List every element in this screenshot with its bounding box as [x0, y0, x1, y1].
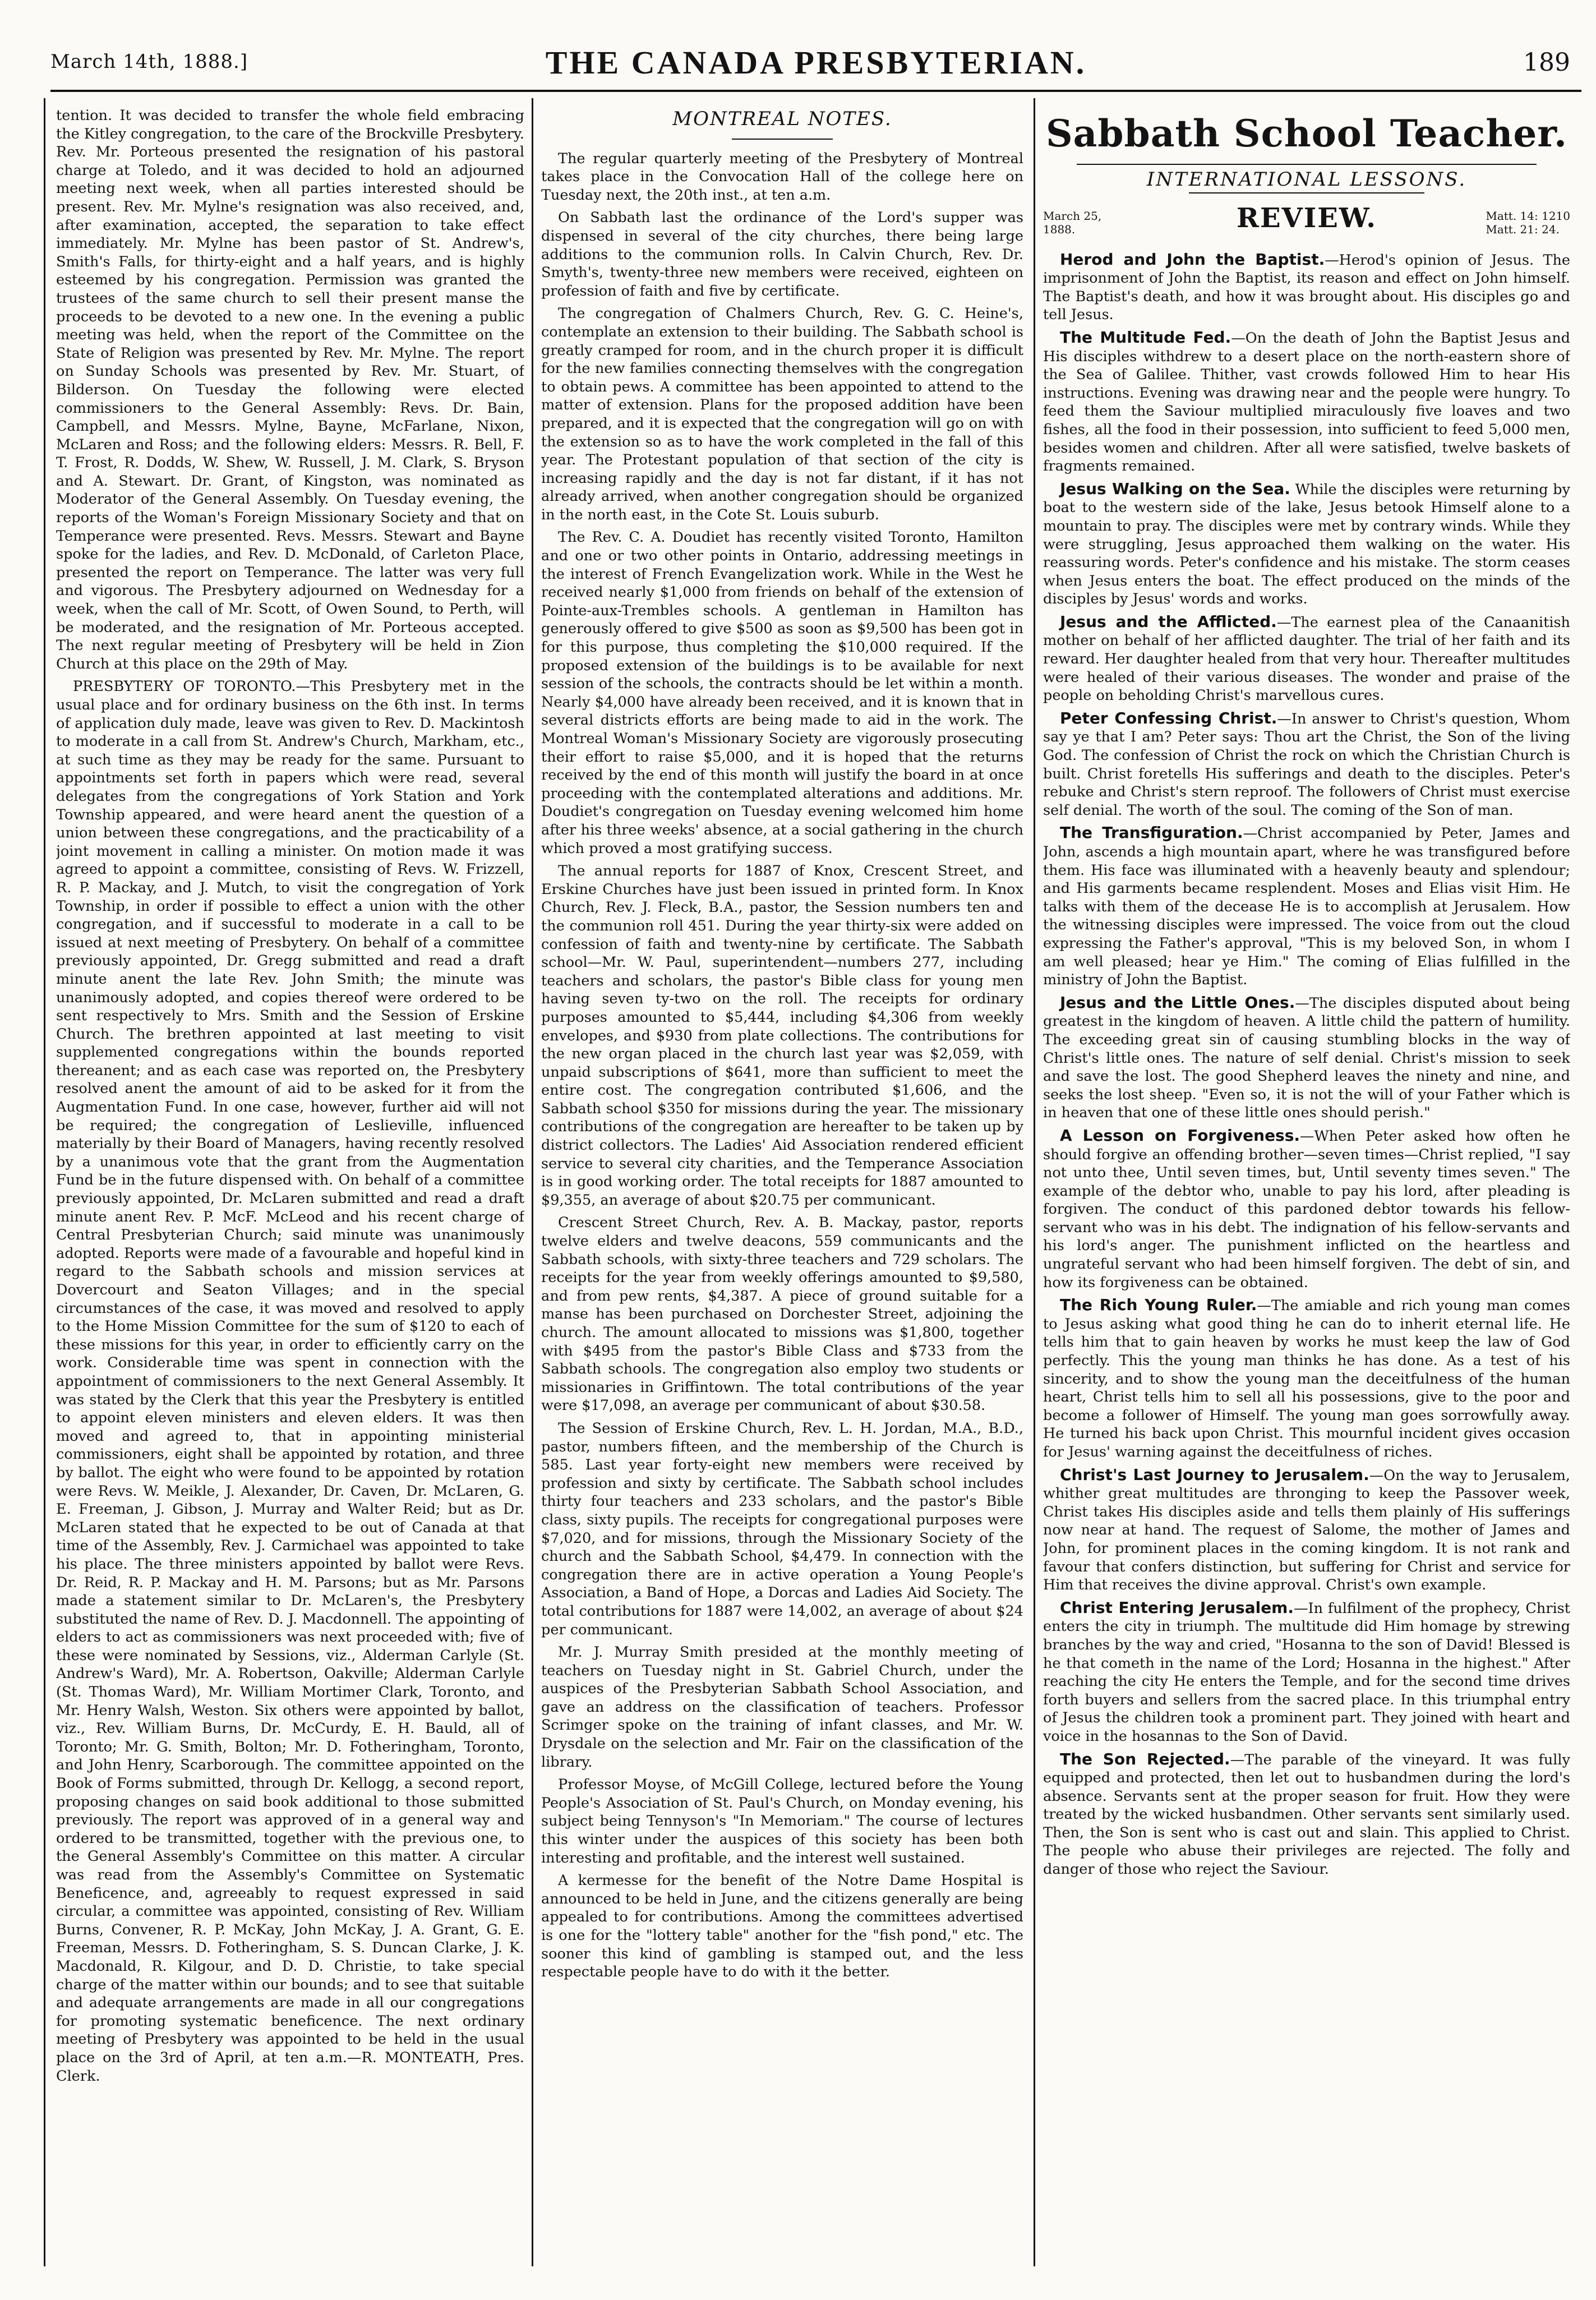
- article-paragraph: Professor Moyse, of McGill College, lectured before the Young People's Association of St. Paul's Church, on Monday evening, his subject being Tennyson's "In Memoriam." The course of lectures this winter under the auspices of this society has been both interesting and profitable, and the interest well sustained.: [541, 1776, 1023, 1866]
- lesson-title: Christ Entering Jerusalem.: [1060, 1598, 1294, 1617]
- subheading-rule: [1189, 192, 1424, 193]
- lesson-body: —The parable of the vineyard. It was fully equipped and protected, then let out to husbandmen during the lord's absence. Servants sent at the proper season for fruit. How they were treated by the wicked husbandmen. Other servants sent similarly used. Then, the Son is sent who is cast out and slain. This applied to Christ. The people who abuse their privileges are rejected. The folly and danger of those who reject the Saviour.: [1043, 1751, 1570, 1878]
- article-paragraph: Crescent Street Church, Rev. A. B. Mackay, pastor, reports twelve elders and twelve deacons, 559 communicants and the Sabbath schools, with sixty-three teachers and 729 scholars. The receipts for the year from weekly offerings amounted to $9,580, and from pew rents, $4,387. A piece of ground suitable for a manse has been purchased on Dorchester Street, adjoining the church. The amount allocated to missions was $1,800, together with $495 from the pastor's Bible Class and $733 from the Sabbath schools. The congregation also employ two students or missionaries in Griffintown. The total contributions of the year were $17,098, an average per communicant of about $30.58.: [541, 1214, 1023, 1414]
- section-title: MONTREAL NOTES.: [672, 108, 892, 130]
- lesson-title: Jesus and the Little Ones.: [1060, 993, 1295, 1012]
- masthead-rule: [50, 90, 1581, 92]
- lesson-body: —In fulfilment of the prophecy, Christ enters the city in triumph. The multitude did Him homage by strewing branches by the way and cried, "Hosanna to the son of David! Blessed is he that cometh in the name of the Lord; Hosanna in the highest." After reaching the city He enters the Temple, and for the second time drives forth buyers and sellers from the sacred place. In this triumphal entry of Jesus the children took a prominent part. They joined with heart and voice in the hosannas to the Son of David.: [1043, 1600, 1570, 1745]
- lesson-entry: [1043, 480, 1570, 609]
- lesson-title: Herod and John the Baptist.: [1060, 250, 1325, 269]
- lesson-body: —The amiable and rich young man comes to Jesus asking what good thing he can do to inherit eternal life. He tells him that to gain heaven by works he must keep the law of God perfectly. This the young man thinks he has done. As a test of his sincerity, and to show the young man the deceitfulness of the human heart, Christ tells him to sell all his possessions, give to the poor and become a follower of Himself. The young man goes sorrowfully away. He turned his back upon Christ. This mournful incident gives occasion for Jesus' warning against the deceitfulness of riches.: [1043, 1297, 1570, 1460]
- review-title: REVIEW.: [1237, 202, 1377, 234]
- lesson-body: —On the death of John the Baptist Jesus and His disciples withdrew to a desert place on the north-eastern shore of the Sea of Galilee. Thither, vast crowds followed Him to hear His instructions. Evening was drawing near and the people were hungry. To feed them the Saviour multiplied miraculously five loaves and two fishes, all the food in their possession, into sufficient to feed 5,000 men, besides women and children. After all were satisfied, twelve baskets of fragments remained.: [1043, 329, 1570, 475]
- lesson-entry: [1043, 1127, 1570, 1292]
- lesson-title: Jesus Walking on the Sea.: [1060, 479, 1290, 498]
- lesson-entry: [1043, 994, 1570, 1122]
- lesson-entry: [1043, 1296, 1570, 1461]
- lesson-body: —In answer to Christ's question, Whom say ye that I am? Peter says: Thou art the Christ, the Son of the living God. The confession of Christ the rock on which the Christian Church is built. Christ foretells His sufferings and death to the disciples. Peter's rebuke and Christ's stern reproof. The followers of Christ must exercise self denial. The worth of the soul. The coming of the Son of man.: [1043, 710, 1570, 819]
- review-header: [1043, 202, 1570, 245]
- lesson-entry: [1043, 709, 1570, 820]
- article-paragraph: The annual reports for 1887 of Knox, Crescent Street, and Erskine Churches have just been issued in printed form. In Knox Church, Rev. J. Fleck, B.A., pastor, the Session numbers ten and the communion roll 451. During the year thirty-six were added on confession of faith and twenty-nine by certificate. The Sabbath school—Mr. W. Paul, superintendent—numbers 277, including teachers and scholars, the pastor's Bible class for young men having seven ty-two on the roll. The receipts for ordinary purposes amounted to $5,444, including $4,306 from weekly envelopes, and $930 from plate collections. The contributions for the new organ placed in the church last year was $2,059, with unpaid subscriptions of $641, more than sufficient to meet the entire cost. The congregation contributed $1,606, and the Sabbath school $350 for missions during the year. The missionary contributions of the congregation are hereafter to be taken up by district collectors. The Ladies' Aid Association rendered efficient service to several city charities, and the Temperance Association is in good working order. The total receipts for 1887 amounted to $9,355, an average of about $20.75 per communicant.: [541, 863, 1023, 1209]
- heading-rule: [1077, 164, 1537, 165]
- masthead: [50, 17, 1581, 95]
- review-reference-line: Matt. 14: 1210: [1486, 209, 1570, 223]
- lesson-title: The Transfiguration.: [1060, 823, 1243, 842]
- lesson-title: The Rich Young Ruler.: [1060, 1296, 1257, 1315]
- article-paragraph: The Session of Erskine Church, Rev. L. H. Jordan, M.A., B.D., pastor, numbers fifteen, and the membership of the Church is 585. Last year forty-eight new members were received by profession and sixty by certificate. The Sabbath school includes thirty four teachers and 233 scholars, and the pastor's Bible class, sixty pupils. The receipts for congregational purposes were $7,020, and for missions, through the Missionary Society of the church and the Sabbath School, $4,479. In connection with the congregation there are in active operation a Young People's Association, a Band of Hope, a Dorcas and Ladies Aid Society. The total contributions for 1887 were 14,002, an average of about $24 per communicant.: [541, 1419, 1023, 1638]
- column-divider-1: [532, 98, 533, 2266]
- lesson-title: Peter Confessing Christ.: [1060, 708, 1277, 727]
- lesson-title: A Lesson on Forgiveness.: [1060, 1126, 1300, 1145]
- lesson-title: Jesus and the Afflicted.: [1060, 612, 1277, 631]
- review-reference-line: Matt. 21: 24.: [1486, 222, 1560, 236]
- lesson-entry: [1043, 824, 1570, 989]
- review-date-line: 1888.: [1043, 222, 1076, 236]
- lesson-body: —When Peter asked how often he should forgive an offending brother—seven times—Christ replied, "I say not unto thee, Until seven times, but, Until seventy times seven." The example of the debtor who, unable to pay his lord, after pleading is forgiven. The conduct of this pardoned debtor towards his fellow-servant who was in his debt. The indignation of his fellow-servants and his lord's anger. The punishment inflicted on the heartless and ungrateful servant who had been himself forgiven. The debt of sin, and how its forgiveness can be obtained.: [1043, 1127, 1570, 1291]
- left-border-rule: [44, 98, 45, 2266]
- lesson-entry: [1043, 329, 1570, 476]
- column-presbytery-reports: [56, 107, 524, 2283]
- lesson-title: The Multitude Fed.: [1060, 328, 1231, 347]
- review-date-line: March 25,: [1043, 209, 1102, 223]
- section-rule: [732, 139, 833, 140]
- lesson-entry: [1043, 251, 1570, 324]
- newspaper-title: THE CANADA PRESBYTERIAN.: [545, 44, 1087, 81]
- issue-date: March 14th, 1888.]: [50, 50, 248, 73]
- article-paragraph: tention. It was decided to transfer the whole field embracing the Kitley congregation, to the care of the Brockville Presbytery. Rev. Mr. Porteous presented the resignation of his pastoral charge at Toledo, and it was decided to hold an adjourned meeting next week, when all parties interested should be present. Rev. Mr. Mylne's resignation was also received, and, after examination, accepted, the separation to take effect immediately. Mr. Mylne has been pastor of St. Andrew's, Smith's Falls, for thirty-eight and a half years, and is highly esteemed by his congregation. Permission was granted the trustees of the same church to sell their present manse the proceeds to be devoted to a new one. In the evening a public meeting was held, when the report of the Committee on the State of Religion was presented by Rev. Mr. Mylne. The report on Sunday Schools was presented by Rev. Mr. Stuart, of Bilderson. On Tuesday the following were elected commissioners to the General Assembly: Revs. Dr. Bain, Campbell, and Messrs. Mylne, Bayne, McFarlane, Nixon, McLaren and Ross; and the following elders: Messrs. R. Bell, F. T. Frost, R. Dodds, W. Shew, W. Russell, J. M. Clark, S. Bryson and A. Stewart. Dr. Grant, of Kingston, was nominated as Moderator of the General Assembly. On Tuesday evening, the reports of the Woman's Foreign Missionary Society and that on Temperance were presented. Revs. Messrs. Stewart and Bayne spoke for the ladies, and Rev. D. McDonald, of Carleton Place, presented the report on Temperance. The latter was very full and vigorous. The Presbytery adjourned on Wednesday for a week, when the call of Mr. Scott, of Owen Sound, to Perth, will be moderated, and the resignation of Mr. Porteous accepted. The next regular meeting of Presbytery will be held in Zion Church at this place on the 29th of May.: [56, 107, 524, 672]
- article-paragraph: The congregation of Chalmers Church, Rev. G. C. Heine's, contemplate an extension to their building. The Sabbath school is greatly cramped for room, and in the church proper it is difficult for the new families connecting themselves with the congregation to obtain pews. A committee has been appointed to attend to the matter of extension. Plans for the proposed addition have been prepared, and it is expected that the congregation will go on with the extension so as to have the work completed in the fall of this year. The Protestant population of that section of the city is increasing rapidly and the day is not far distant, if it has not already arrived, when another congregation should be organized in the north east, in the Cote St. Louis suburb.: [541, 305, 1023, 523]
- lesson-title: Christ's Last Journey to Jerusalem.: [1060, 1465, 1369, 1484]
- article-paragraph: The regular quarterly meeting of the Presbytery of Montreal takes place in the Convocation Hall of the college here on Tuesday next, the 20th inst., at ten a.m.: [541, 150, 1023, 204]
- column-divider-2: [1034, 98, 1035, 2266]
- lesson-entry: [1043, 1599, 1570, 1746]
- article-paragraph: On Sabbath last the ordinance of the Lord's supper was dispensed in several of the city churches, there being large additions to the communion rolls. In Calvin Church, Rev. Dr. Smyth's, twenty-three new members were received, eighteen on profession of faith and five by certificate.: [541, 209, 1023, 299]
- column-sabbath-school: [1043, 107, 1570, 2283]
- lesson-body: —Herod's opinion of Jesus. The imprisonment of John the Baptist, its reason and effect on John himself. The Baptist's death, and how it was brought about. His disciples go and tell Jesus.: [1043, 251, 1570, 324]
- review-reference: [1486, 209, 1570, 236]
- lesson-body: —Christ accompanied by Peter, James and John, ascends a high mountain apart, where he was transfigured before them. His face was illuminated with a heavenly beauty and splendour; and His garments became resplendent. Moses and Elias visit Him. He talks with them of the decease He is to accomplish at Jerusalem. How the witnessing disciples were impressed. The voice from out the cloud expressing the Father's approval, "This is my beloved Son, in whom I am well pleased; hear ye Him." The coming of Elias fulfilled in the ministry of John the Baptist.: [1043, 825, 1570, 989]
- article-paragraph: Mr. J. Murray Smith presided at the monthly meeting of teachers on Tuesday night in St. Gabriel Church, under the auspices of the Presbyterian Sabbath School Association, and gave an address on the classification of teachers. Professor Scrimger spoke on the training of infant classes, and Mr. W. Drysdale on the selection and Mr. Fair on the classification of the library.: [541, 1644, 1023, 1771]
- article-paragraph: The Rev. C. A. Doudiet has recently visited Toronto, Hamilton and one or two other points in Ontario, addressing meetings in the interest of French Evangelization work. While in the West he received nearly $1,000 from friends on behalf of the extension of Pointe-aux-Trembles schools. A gentleman in Hamilton has generously offered to give $500 as soon as $9,500 has been got in for this purpose, thus completing the $10,000 required. If the proposed extension of the buildings is to be available for next session of the schools, the contracts should be let within a month. Nearly $4,000 have already been received, and it is known that in several districts efforts are being made to aid in the work. The Montreal Woman's Missionary Society are vigorously prosecuting their effort to raise $5,000, and it is hoped that the returns received by the end of this month will justify the board in at once proceeding with the contemplated alterations and additions. Mr. Doudiet's congregation on Tuesday evening welcomed him home after his three weeks' absence, at a social gathering in the church which proved a most gratifying success.: [541, 529, 1023, 857]
- lesson-entry: [1043, 613, 1570, 705]
- lesson-entry: [1043, 1750, 1570, 1879]
- section-subheading: INTERNATIONAL LESSONS.: [1146, 168, 1467, 191]
- page-number: 189: [1523, 48, 1570, 77]
- lesson-body: While the disciples were returning by boat to the western side of the lake, Jesus betook Himself alone to a mountain to pray. The disciples were met by contrary winds. While they were struggling, Jesus approached them walking on the water. His reassuring words. Peter's confidence and his mistake. The storm ceases when Jesus enters the boat. The effect produced on the minds of the disciples by Jesus' words and works.: [1043, 481, 1570, 608]
- column-montreal-notes: [541, 107, 1023, 2283]
- lesson-title: The Son Rejected.: [1060, 1749, 1230, 1768]
- section-heading: Sabbath School Teacher.: [1045, 112, 1568, 155]
- article-paragraph: A kermesse for the benefit of the Notre Dame Hospital is announced to be held in June, and the citizens generally are being appealed to for contributions. Among the committees advertised is one for the "lottery table" another for the "fish pond," etc. The sooner this kind of gambling is stamped out, and the less respectable people have to do with it the better.: [541, 1872, 1023, 1981]
- lesson-body: —The disciples disputed about being greatest in the kingdom of heaven. A little child the pattern of humility. The exceeding great sin of causing stumbling blocks in the way of Christ's little ones. The nature of self denial. Christ's mission to seek and save the lost. The good Shepherd leaves the ninety and nine, and seeks the lost sheep. "Even so, it is not the will of your Father which is in heaven that one of these little ones should perish.": [1043, 994, 1570, 1122]
- lesson-entry: [1043, 1466, 1570, 1594]
- lesson-body: —The earnest plea of the Canaanitish mother on behalf of her afflicted daughter. The trial of her faith and its reward. Her daughter healed from that very hour. Thereafter multitudes were healed of their various diseases. The wonder and praise of the people on beholding Christ's marvellous cures.: [1043, 614, 1570, 704]
- lesson-body: —On the way to Jerusalem, whither great multitudes are thronging to keep the Passover week, Christ takes His disciples aside and tells them plainly of His sufferings now near at hand. The request of Salome, the mother of James and John, for prominent places in the coming kingdom. It is not rank and favour that confers distinction, but suffering for Christ and service for Him that receives the divine approval. Christ's own example.: [1043, 1467, 1570, 1594]
- article-paragraph: PRESBYTERY OF TORONTO.—This Presbytery met in the usual place and for ordinary business on the 6th inst. In terms of application duly made, leave was given to Rev. D. Mackintosh to moderate in a call from St. Andrew's Church, Markham, etc., at such time as they may be ready for the same. Pursuant to appointments set forth in papers which were read, several delegates from the congregations of York Station and York Township appeared, and were heard anent the question of a union between these congregations, and the practicability of a joint movement in calling a minister. On motion made it was agreed to appoint a committee, consisting of Revs. W. Frizzell, R. P. Mackay, and J. Mutch, to visit the congregation of York Township, in order if possible to effect a union with the other congregation, and if successful to moderate in a call to be issued at next meeting of Presbytery. On behalf of a committee previously appointed, Dr. Gregg submitted and read a draft minute anent the late Rev. John Smith; the minute was unanimously adopted, and copies thereof were ordered to be sent respectively to Mrs. Smith and the Session of Erskine Church. The brethren appointed at last meeting to visit supplemented congregations within the bounds reported thereanent; and as each case was reported on, the Presbytery resolved anent the amount of aid to be asked for it from the Augmentation Fund. In one case, however, further aid will not be required; the congregation of Leslieville, influenced materially by their Board of Managers, having recently resolved by a unanimous vote that the grant from the Augmentation Fund be in the future dispensed with. On behalf of a committee previously appointed, Dr. McLaren submitted and read a draft minute anent Rev. P. McF. McLeod and his recent charge of Central Presbyterian Church; said minute was unanimously adopted. Reports were made of a favourable and hopeful kind in regard to the Sabbath schools and mission services at Dovercourt and Seaton Villages; and in the special circumstances of the case, it was moved and resolved to apply to the Home Mission Committee for the sum of $120 to each of these missions for this year, in order to efficiently carry on the work. Considerable time was spent in connection with the appointment of commissioners to the next General Assembly. It was stated by the Clerk that this year the Presbytery is entitled to appoint eleven ministers and eleven elders. It was then moved and agreed to, that in appointing ministerial commissioners, eight shall be appointed by rotation, and three by ballot. The eight who were found to be appointed by rotation were Revs. W. Meikle, J. Alexander, Dr. Caven, Dr. McLaren, G. E. Freeman, J. Gibson, J. Murray and Walter Reid; but as Dr. McLaren stated that he expected to be out of Canada at that time of the Assembly, Rev. J. Carmichael was appointed to take his place. The three ministers appointed by ballot were Revs. Dr. Reid, R. P. Mackay and H. M. Parsons; but as Mr. Parsons made a statement similar to Dr. McLaren's, the Presbytery substituted the name of Rev. D. J. Macdonnell. The appointing of elders to act as commissioners was next proceeded with; five of these were nominated by Sessions, viz., Alderman Carlyle (St. Andrew's Ward), Mr. A. Robertson, Oakville; Alderman Carlyle (St. Thomas Ward), Mr. William Mortimer Clark, Toronto, and Mr. Henry Walsh, Weston. Six others were appointed by ballot, viz., Rev. William Burns, Dr. McCurdy, E. H. Bauld, all of Toronto; Mr. G. Smith, Bolton; Mr. D. Fotheringham, Toronto, and John Henry, Scarborough. The committee appointed on the Book of Forms submitted, through Dr. Kellogg, a second report, proposing changes on said book additional to those submitted previously. The report was approved of in a general way and ordered to be transmitted, together with the previous one, to the General Assembly's Committee on this matter. A circular was read from the Assembly's Committee on Systematic Beneficence, and, agreeably to request expressed in said circular, a committee was appointed, consisting of Rev. William Burns, Convener, R. P. McKay, John McKay, J. A. Grant, G. E. Freeman, Messrs. D. Fotheringham, S. S. Duncan Clarke, J. K. Macdonald, R. Kilgour, and D. D. Christie, to take special charge of the matter within our bounds; and to see that suitable and adequate arrangements are made in all our congregations for promoting systematic beneficence. The next ordinary meeting of Presbytery was appointed to be held in the usual place on the 3rd of April, at ten a.m.—R. MONTEATH, Pres. Clerk.: [56, 678, 524, 2085]
